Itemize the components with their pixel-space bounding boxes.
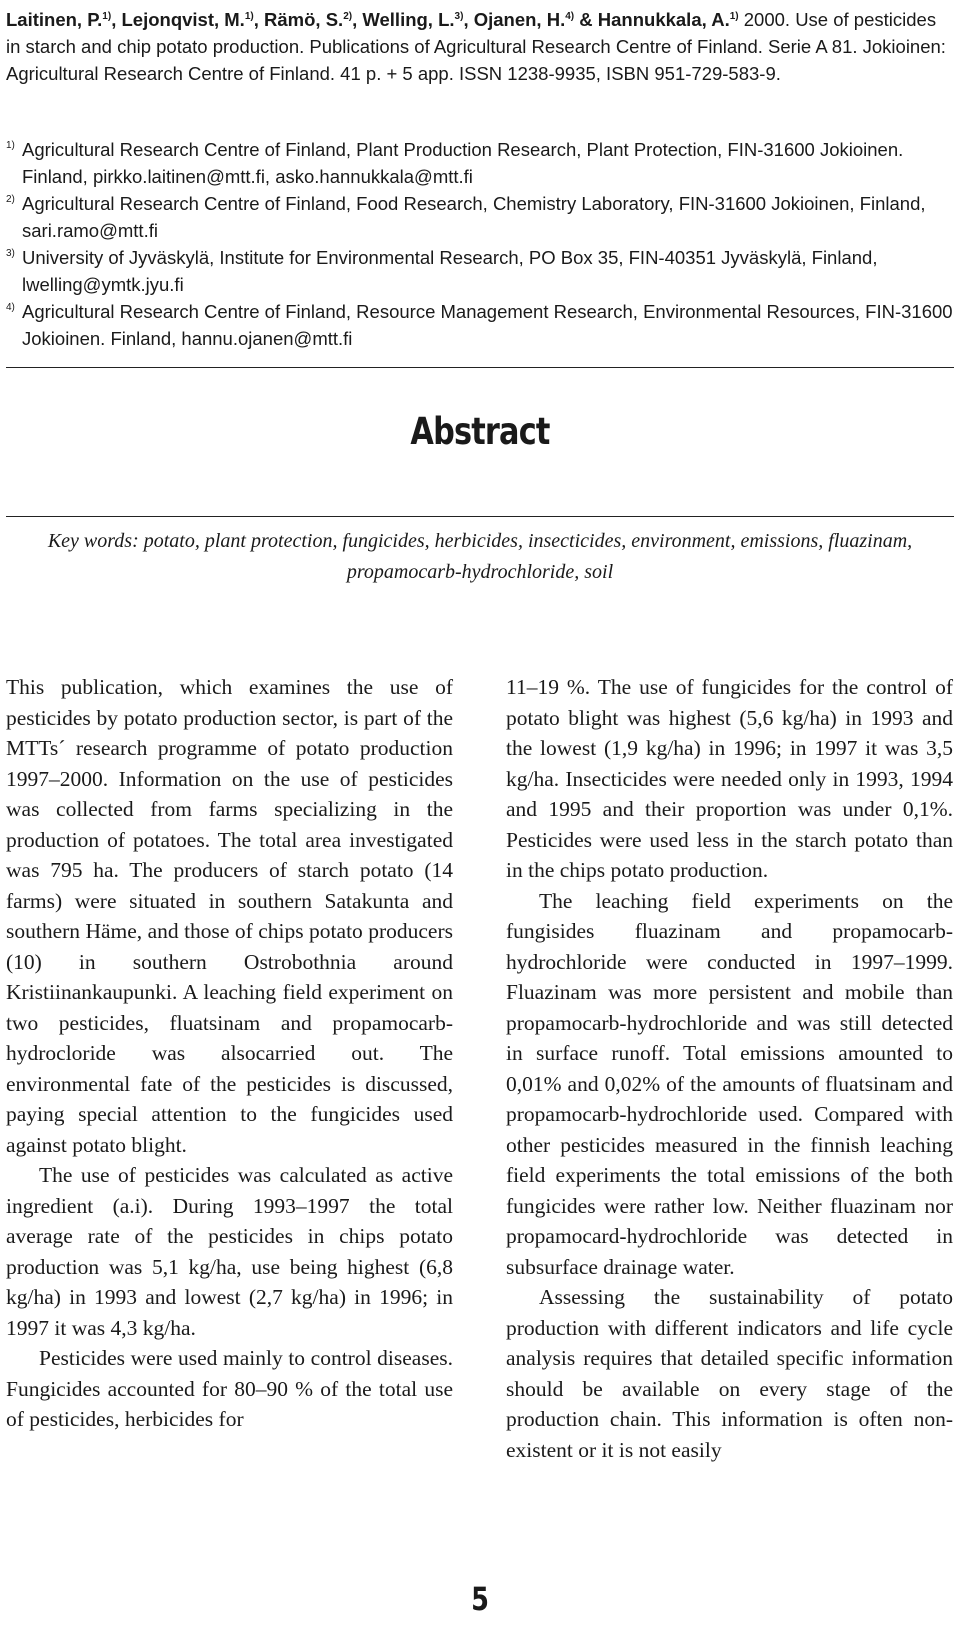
keywords-text: potato, plant protection, fungicides, herbicides, insecticides, environment, emissions, fluazinam, propamocarb-hydrochloride, soil bbox=[138, 530, 913, 583]
citation-details: 2000. Use of pesticides in starch and chip potato production. Publications of Agricultural Research Centre of Finland. Serie A 81. Jokioinen: Agricultural Research Centre of Finland. 41 p. + 5 app. ISSN 1238-9935, ISBN 951-729-583-9. bbox=[6, 9, 946, 84]
affiliation-mark: 3) bbox=[454, 10, 464, 22]
author-name: , Rämö, S. bbox=[253, 9, 344, 30]
affiliation-mark: 1) bbox=[729, 10, 739, 22]
affiliation-4 bbox=[6, 298, 954, 352]
paragraph: 11–19 %. The use of fungicides for the control of potato blight was highest (5,6 kg/ha) in 1993 and the lowest (1,9 kg/ha) in 1996; in 1997 it was 3,5 kg/ha. Insecticides were needed only in 1993, 1994 and 1995 and their proportion was under 0,1%. Pesticides were used less in the starch potato than in the chips potato production. bbox=[506, 675, 953, 882]
affiliation-mark: 2) bbox=[343, 10, 353, 22]
abstract-left-column bbox=[6, 672, 453, 1435]
paragraph: The leaching field experiments on the fungisides fluazinam and propamocarb-hydrochloride were conducted in 1997–1999. Fluazinam was more persistent and mobile than propamocarb-hydrochloride and was still detected in surface runoff. Total emissions amounted to 0,01% and 0,02% of the amounts of fluatsinam and propamocarb-hydrochloride used. Compared with other pesticides measured in the finnish leaching field experiments the total emissions of the both fungicides were rather low. Neither fluazinam nor propamocard-hydrochloride was detected in subsurface drainage water. bbox=[506, 888, 953, 1279]
paragraph: Pesticides were used mainly to control diseases. Fungicides accounted for 80–90 % of the total use of pesticides, herbicides for bbox=[6, 1346, 453, 1431]
affiliation-1 bbox=[6, 136, 954, 190]
keywords bbox=[40, 526, 920, 588]
affiliation-mark: 1) bbox=[102, 10, 112, 22]
affiliation-text: Agricultural Research Centre of Finland, Food Research, Chemistry Laboratory, FIN-31600 Jokioinen, Finland, sari.ramo@mtt.fi bbox=[22, 193, 926, 241]
affiliation-3 bbox=[6, 244, 954, 298]
affiliation-number: 4) bbox=[6, 302, 15, 313]
affiliation-number: 1) bbox=[6, 140, 15, 151]
divider-middle bbox=[6, 516, 954, 517]
keywords-label: Key words: bbox=[47, 530, 139, 552]
affiliation-2 bbox=[6, 190, 954, 244]
author-name: , Welling, L. bbox=[352, 9, 455, 30]
author-name: Laitinen, P. bbox=[6, 9, 103, 30]
author-name: , Ojanen, H. bbox=[463, 9, 566, 30]
affiliation-text: Agricultural Research Centre of Finland, Plant Production Research, Plant Protection, FIN-31600 Jokioinen. Finland, pirkko.laitinen@mtt.fi, asko.hannukkala@mtt.fi bbox=[22, 139, 904, 187]
affiliations bbox=[6, 136, 954, 352]
page-number: 5 bbox=[471, 1580, 489, 1618]
paragraph: This publication, which examines the use of pesticides by potato production sector, is part of the MTTs´ research programme of potato production 1997–2000. Information on the use of pesticides was collected from farms specializing in the production of potatoes. The total area investigated was 795 ha. The producers of starch potato (14 farms) were situated in southern Satakunta and southern Häme, and those of chips potato producers (10) in southern Ostrobothnia around Kristiinankaupunki. A leaching field experiment on two pesticides, fluatsinam and propamocarb-hydrocloride was alsocarried out. The environmental fate of the pesticides is discussed, paying special attention to the fungicides used against potato blight. bbox=[6, 675, 453, 1157]
author-list bbox=[6, 9, 739, 30]
affiliation-text: Agricultural Research Centre of Finland, Resource Management Research, Environmental Resources, FIN-31600 Jokioinen. Finland, hannu.ojanen@mtt.fi bbox=[22, 301, 953, 349]
affiliation-number: 3) bbox=[6, 248, 15, 259]
citation bbox=[6, 6, 954, 87]
affiliation-mark: 1) bbox=[244, 10, 254, 22]
author-name: & Hannukkala, A. bbox=[574, 9, 730, 30]
abstract-right-column bbox=[506, 672, 953, 1465]
affiliation-text: University of Jyväskylä, Institute for Environmental Research, PO Box 35, FIN-40351 Jyväskylä, Finland, lwelling@ymtk.jyu.fi bbox=[22, 247, 878, 295]
author-name: , Lejonqvist, M. bbox=[111, 9, 245, 30]
paragraph: Assessing the sustainability of potato production with different indicators and life cycle analysis requires that detailed specific information should be available on every stage of the production chain. This information is often non-existent or it is not easily bbox=[506, 1285, 953, 1462]
section-heading: Abstract bbox=[410, 410, 550, 453]
affiliation-mark: 4) bbox=[565, 10, 575, 22]
paragraph: The use of pesticides was calculated as active ingredient (a.i). During 1993–1997 the total average rate of the pesticides in chips potato production was 5,1 kg/ha, use being highest (6,8 kg/ha) in 1993 and lowest (2,7 kg/ha) in 1996; in 1997 it was 4,3 kg/ha. bbox=[6, 1163, 453, 1340]
affiliation-number: 2) bbox=[6, 194, 15, 205]
divider-top bbox=[6, 367, 954, 368]
